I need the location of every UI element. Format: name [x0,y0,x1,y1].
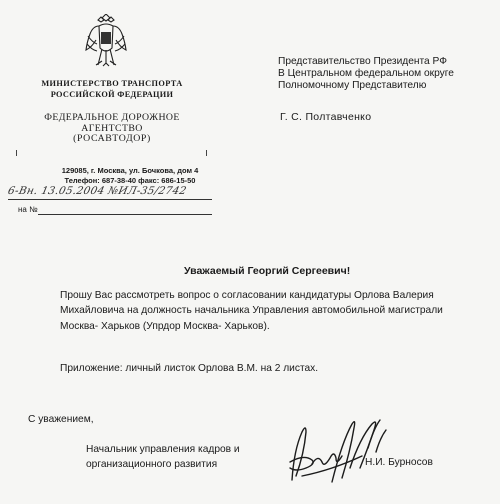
reference-number-label: на № [18,205,38,214]
body-line: Москва- Харьков (Упрдор Москва- Харьков). [60,321,270,332]
body-line: Прошу Вас рассмотреть вопрос о согласовании кандидатуры Орлова Валерия [60,290,434,301]
corner-mark [206,150,207,156]
signer-position-line1: Начальник управления кадров и [86,444,240,455]
ministry-name-line1: МИНИСТЕРСТВО ТРАНСПОРТА [41,79,183,88]
corner-mark [16,150,17,156]
attachment-note: Приложение: личный листок Орлова В.М. на 2 листах. [60,363,319,374]
recipient-line2: В Центральном федеральном округе [278,68,454,79]
closing-regards: С уважением, [28,414,94,425]
greeting: Уважаемый Георгий Сергеевич! [184,265,351,277]
reference-number-rule [38,214,212,215]
recipient-name: Г. С. Полтавченко [280,111,372,123]
agency-address: 129085, г. Москва, ул. Бочкова, дом 4 [61,166,199,175]
signer-position-line2: организационного развития [86,459,218,470]
registration-line [8,187,212,201]
handwritten-signature [272,408,392,490]
coat-of-arms-icon [84,14,128,72]
ministry-name-line2: РОССИЙСКОЙ ФЕДЕРАЦИИ [50,90,174,99]
recipient-line3: Полномочному Представителю [278,80,427,91]
registration-handwritten: 6-Вн. 13.05.2004 №ИЛ-35/2742 [6,185,188,197]
agency-abbreviation: (РОСАВТОДОР) [73,133,151,144]
reference-number-line [18,204,212,216]
body-line: Михайловича на должность начальника Управления автомобильной магистрали [60,305,443,316]
registration-rule [8,199,212,200]
agency-name: ФЕДЕРАЛЬНОЕ ДОРОЖНОЕ АГЕНТСТВО [44,112,180,134]
recipient-line1: Представительство Президента РФ [278,56,447,67]
agency-phone-fax: Телефон: 687-38-40 факс: 686-15-50 [64,176,196,185]
signer-name: Н.И. Бурносов [365,457,433,468]
